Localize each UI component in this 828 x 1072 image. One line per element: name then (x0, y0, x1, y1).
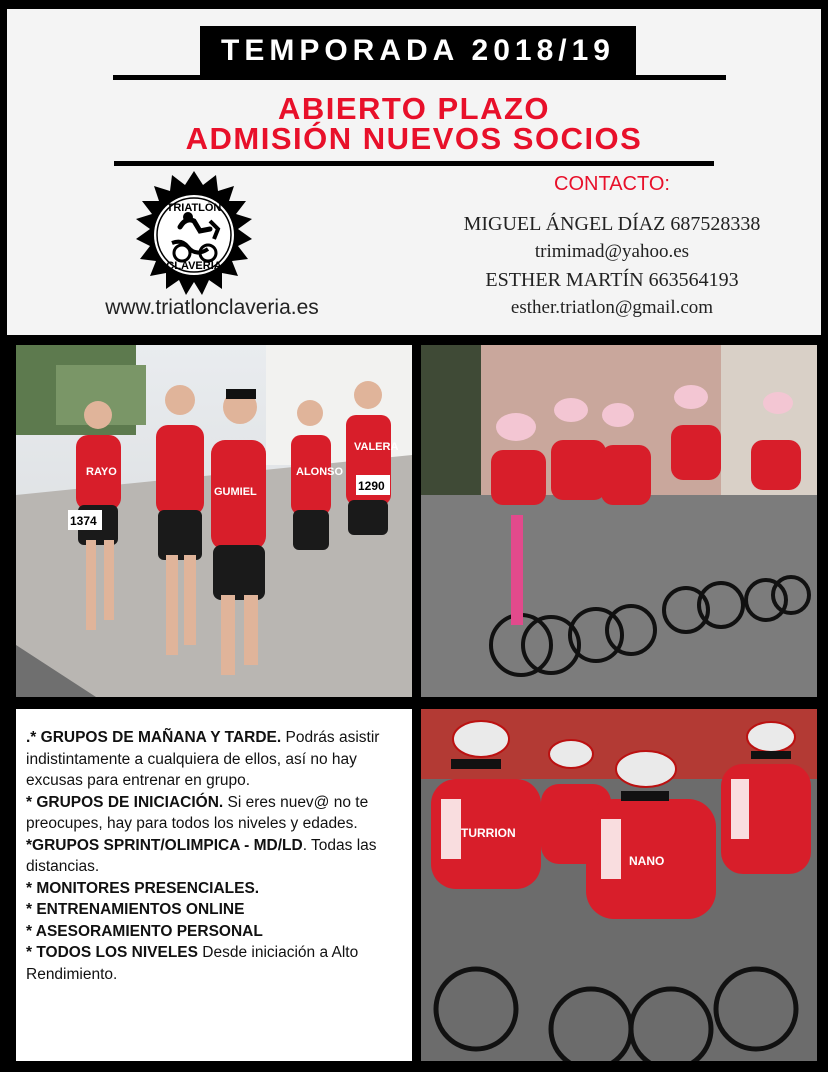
website-link[interactable]: www.triatlonclaveria.es (105, 296, 319, 319)
header-panel (7, 9, 821, 335)
info-item-1: .* GRUPOS DE MAÑANA Y TARDE. Podrás asistir indistintamente a cualquiera de ellos, así no hay excusas para entrenar en grupo. (26, 729, 380, 789)
info-item-4: * MONITORES PRESENCIALES. (26, 879, 260, 897)
contact-email-1[interactable]: trimimad@yahoo.es (534, 241, 690, 262)
runner-name-3: ALONSO (296, 466, 344, 478)
logo-top-text: TRIATLÓN (166, 202, 222, 214)
info-item-6: * ASESORAMIENTO PERSONAL (26, 922, 263, 940)
contact-title: CONTACTO: (554, 173, 670, 195)
runner-name-4: VALERA (354, 441, 399, 453)
cyclist-name-1: TURRION (461, 826, 516, 840)
info-item-2: * GRUPOS DE INICIACIÓN. Si eres nuev@ no te preocupes, hay para todos los niveles y edades. (26, 793, 369, 832)
runner-bib-1: 1374 (70, 514, 97, 528)
season-banner: TEMPORADA 2018/19 (200, 26, 636, 76)
club-logo (127, 169, 262, 299)
contact-esther: ESTHER MARTÍN 663564193 (485, 269, 739, 291)
photo-runners (16, 345, 412, 697)
contact-miguel: MIGUEL ÁNGEL DÍAZ 687528338 (463, 213, 761, 235)
info-item-5: * ENTRENAMIENTOS ONLINE (26, 901, 245, 918)
contact-email-2[interactable]: esther.triatlon@gmail.com (510, 297, 714, 318)
runner-bib-2: 1290 (358, 479, 385, 493)
photo-women-cyclists (421, 345, 817, 697)
photo-men-cyclists (421, 709, 817, 1061)
runner-name-2: GUMIEL (214, 486, 257, 498)
divider-top (113, 75, 726, 80)
runner-name-1: RAYO (86, 466, 117, 478)
divider-bottom (114, 161, 714, 166)
info-box (16, 709, 412, 1061)
info-item-3: *GRUPOS SPRINT/OLIMPICA - MD/LD. Todas las distancias. (26, 836, 377, 875)
cyclist-name-2: NANO (629, 854, 665, 868)
logo-bottom-text: CLAVERÍA (166, 260, 222, 272)
info-item-7: * TODOS LOS NIVELES Desde iniciación a Alto Rendimiento. (26, 944, 359, 983)
headline-line-2: ADMISIÓN NUEVOS SOCIOS (185, 121, 643, 156)
headline-line-1: ABIERTO PLAZO (277, 91, 551, 126)
